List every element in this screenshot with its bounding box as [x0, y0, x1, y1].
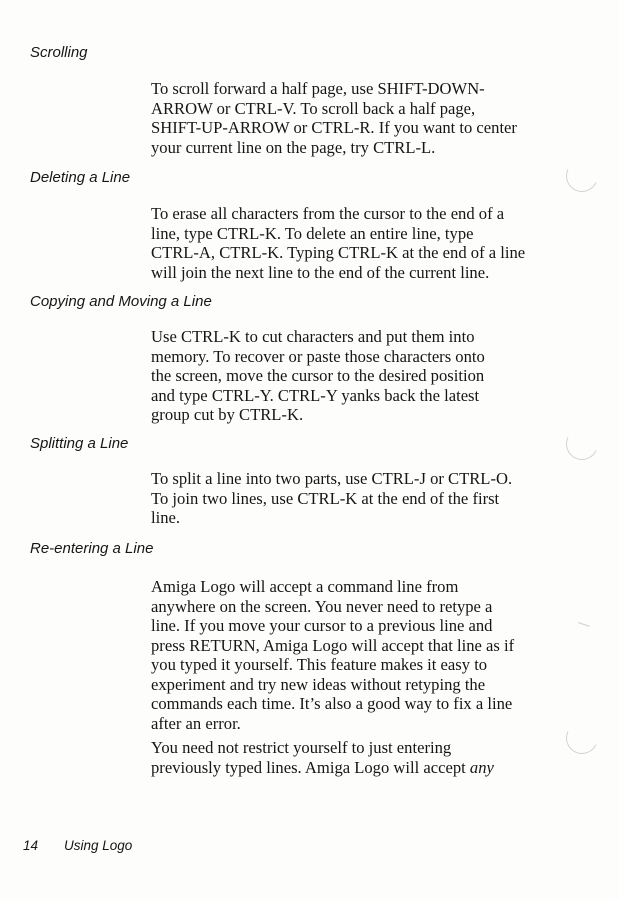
text-line: To scroll forward a half page, use SHIFT-DOWN- [151, 79, 485, 98]
heading-splitting-a-line: Splitting a Line [30, 435, 129, 452]
text-line: To erase all characters from the cursor to the end of a [151, 204, 505, 223]
text-line [151, 758, 546, 778]
text-line: CTRL-A, CTRL-K. Typing CTRL-K at the end of a line [151, 243, 526, 262]
text-line: group cut by CTRL-K. [151, 405, 304, 424]
paragraph-deleting-a-line [151, 204, 546, 282]
text-line: and type CTRL-Y. CTRL-Y yanks back the latest [151, 385, 480, 405]
heading-scrolling: Scrolling [30, 44, 88, 61]
text-line: line. If you move your cursor to a previous line and [151, 616, 493, 635]
text-line: after an error. [151, 713, 241, 733]
binder-hole-mark [561, 717, 602, 758]
paragraph-copying-and-moving-a-line [151, 327, 546, 425]
paragraph-re-entering-a-line [151, 577, 546, 733]
scan-mark [578, 622, 590, 627]
text-line: Use CTRL-K to cut characters and put them into [151, 327, 475, 346]
text-line: line. [151, 508, 181, 527]
binder-hole-mark [561, 423, 602, 464]
paragraph-splitting-a-line [151, 469, 546, 528]
heading-copying-and-moving-a-line: Copying and Moving a Line [30, 293, 212, 310]
heading-deleting-a-line: Deleting a Line [30, 169, 131, 186]
text-line: ARROW or CTRL-V. To scroll back a half page, [151, 98, 476, 118]
text-line: you typed it yourself. This feature makes it easy to [151, 655, 488, 674]
paragraph-re-entering-a-line-continued [151, 738, 546, 777]
text-line: the screen, move the cursor to the desired position [151, 366, 485, 385]
emphasized-word: any [469, 757, 494, 777]
text-line: SHIFT-UP-ARROW or CTRL-R. If you want to center [151, 118, 517, 137]
text-line: will join the next line to the end of the current line. [151, 262, 490, 282]
text-line: press RETURN, Amiga Logo will accept that line as if [151, 635, 515, 655]
running-title: Using Logo [64, 838, 133, 853]
text-line: commands each time. It’s also a good way to fix a line [151, 694, 513, 713]
text-line-fragment: previously typed lines. Amiga Logo will accept [151, 757, 466, 777]
text-line: Amiga Logo will accept a command line from [151, 577, 459, 596]
text-line: experiment and try new ideas without retyping the [151, 674, 486, 694]
text-line: your current line on the page, try CTRL-L. [151, 137, 436, 157]
page-number: 14 [23, 838, 39, 853]
text-line: line, type CTRL-K. To delete an entire line, type [151, 223, 474, 243]
heading-re-entering-a-line: Re-entering a Line [30, 540, 154, 557]
text-line: To split a line into two parts, use CTRL-J or CTRL-O. [151, 469, 513, 488]
text-line: You need not restrict yourself to just entering [151, 738, 452, 757]
text-line: To join two lines, use CTRL-K at the end of the first [151, 488, 500, 508]
paragraph-scrolling [151, 79, 546, 157]
binder-hole-mark [561, 155, 602, 196]
text-line: anywhere on the screen. You never need to retype a [151, 596, 493, 616]
text-line: memory. To recover or paste those characters onto [151, 346, 485, 366]
